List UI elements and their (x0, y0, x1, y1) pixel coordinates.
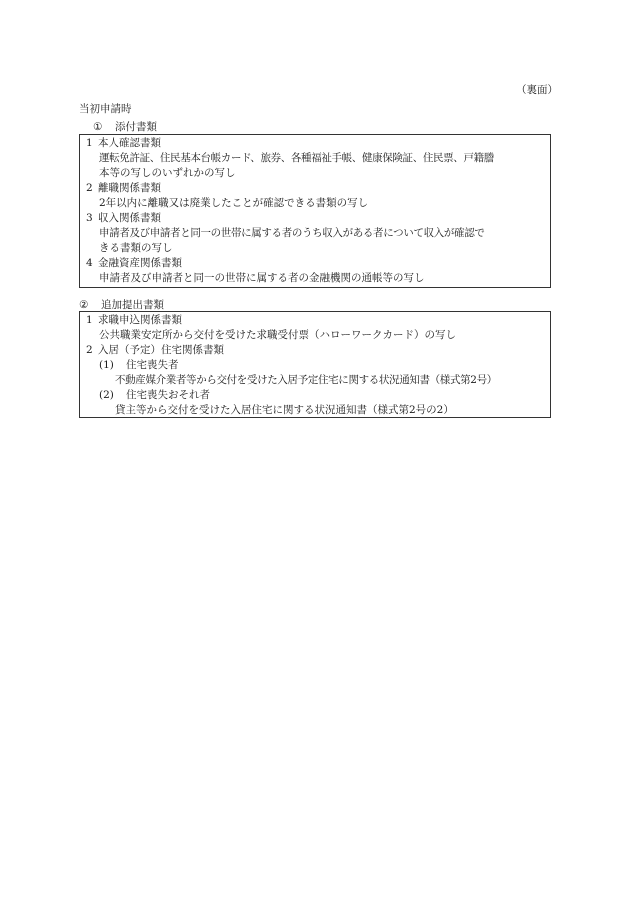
s2-subitem1-line: 不動産媒介業者等から交付を受けた入居予定住宅に関する状況通知書（様式第2号） (115, 374, 497, 386)
s1-item1-title (86, 136, 550, 151)
section2-box (79, 311, 551, 418)
s2-item2-number: 2 (86, 344, 93, 356)
section2-heading (79, 297, 164, 312)
s2-subitem2-label: 住宅喪失おそれ者 (126, 389, 210, 401)
s2-subitem1-label: 住宅喪失者 (126, 359, 179, 371)
section2-title: 追加提出書類 (101, 299, 164, 311)
s2-item1-label: 求職申込関係書類 (98, 314, 182, 326)
s1-item3-label: 収入関係書類 (98, 212, 161, 224)
s1-item2-line1: 2年以内に離職又は廃業したことが確認できる書類の写し (99, 197, 369, 209)
s1-item1-number: 1 (86, 137, 93, 149)
s2-item1-line1: 公共職業安定所から交付を受けた求職受付票（ハローワークカード）の写し (99, 329, 456, 341)
s1-item3-line1: 申請者及び申請者と同一の世帯に属する者のうち収入がある者について収入が確認で (99, 227, 485, 239)
s2-subitem2-title (86, 388, 550, 403)
s2-item1-number: 1 (86, 314, 93, 326)
s1-item1-label: 本人確認書類 (98, 137, 161, 149)
section1-box (79, 134, 551, 288)
s1-item2-title (86, 181, 550, 196)
s2-subitem1-number: (1) (99, 359, 114, 371)
section2-number: ② (79, 299, 89, 311)
page-heading: 当初申請時 (79, 103, 132, 115)
side-note-reverse: （裏面） (516, 84, 558, 96)
s2-item1-title (86, 313, 550, 328)
section1-heading (93, 119, 157, 134)
s2-item2-title (86, 343, 550, 358)
section1-number: ① (93, 121, 103, 133)
s1-item2-label: 離職関係書類 (98, 182, 161, 194)
s2-subitem2-number: (2) (99, 389, 114, 401)
s1-item4-title (86, 256, 550, 271)
s1-item3-line2: きる書類の写し (99, 242, 173, 254)
s1-item3-title (86, 211, 550, 226)
s1-item3-number: 3 (86, 212, 93, 224)
s1-item1-line1: 運転免許証、住民基本台帳カード、旅券、各種福祉手帳、健康保険証、住民票、戸籍謄 (99, 152, 494, 164)
s1-item1-line2: 本等の写しのいずれかの写し (99, 167, 236, 179)
s2-item2-label: 入居（予定）住宅関係書類 (98, 344, 224, 356)
section1-title: 添付書類 (115, 121, 157, 133)
s1-item4-line1: 申請者及び申請者と同一の世帯に属する者の金融機関の通帳等の写し (99, 272, 425, 284)
s1-item4-number: 4 (86, 257, 93, 269)
s2-subitem1-title (86, 358, 550, 373)
s1-item2-number: 2 (86, 182, 93, 194)
s1-item4-label: 金融資産関係書類 (98, 257, 182, 269)
s2-subitem2-line: 貸主等から交付を受けた入居住宅に関する状況通知書（様式第2号の2） (115, 404, 454, 416)
